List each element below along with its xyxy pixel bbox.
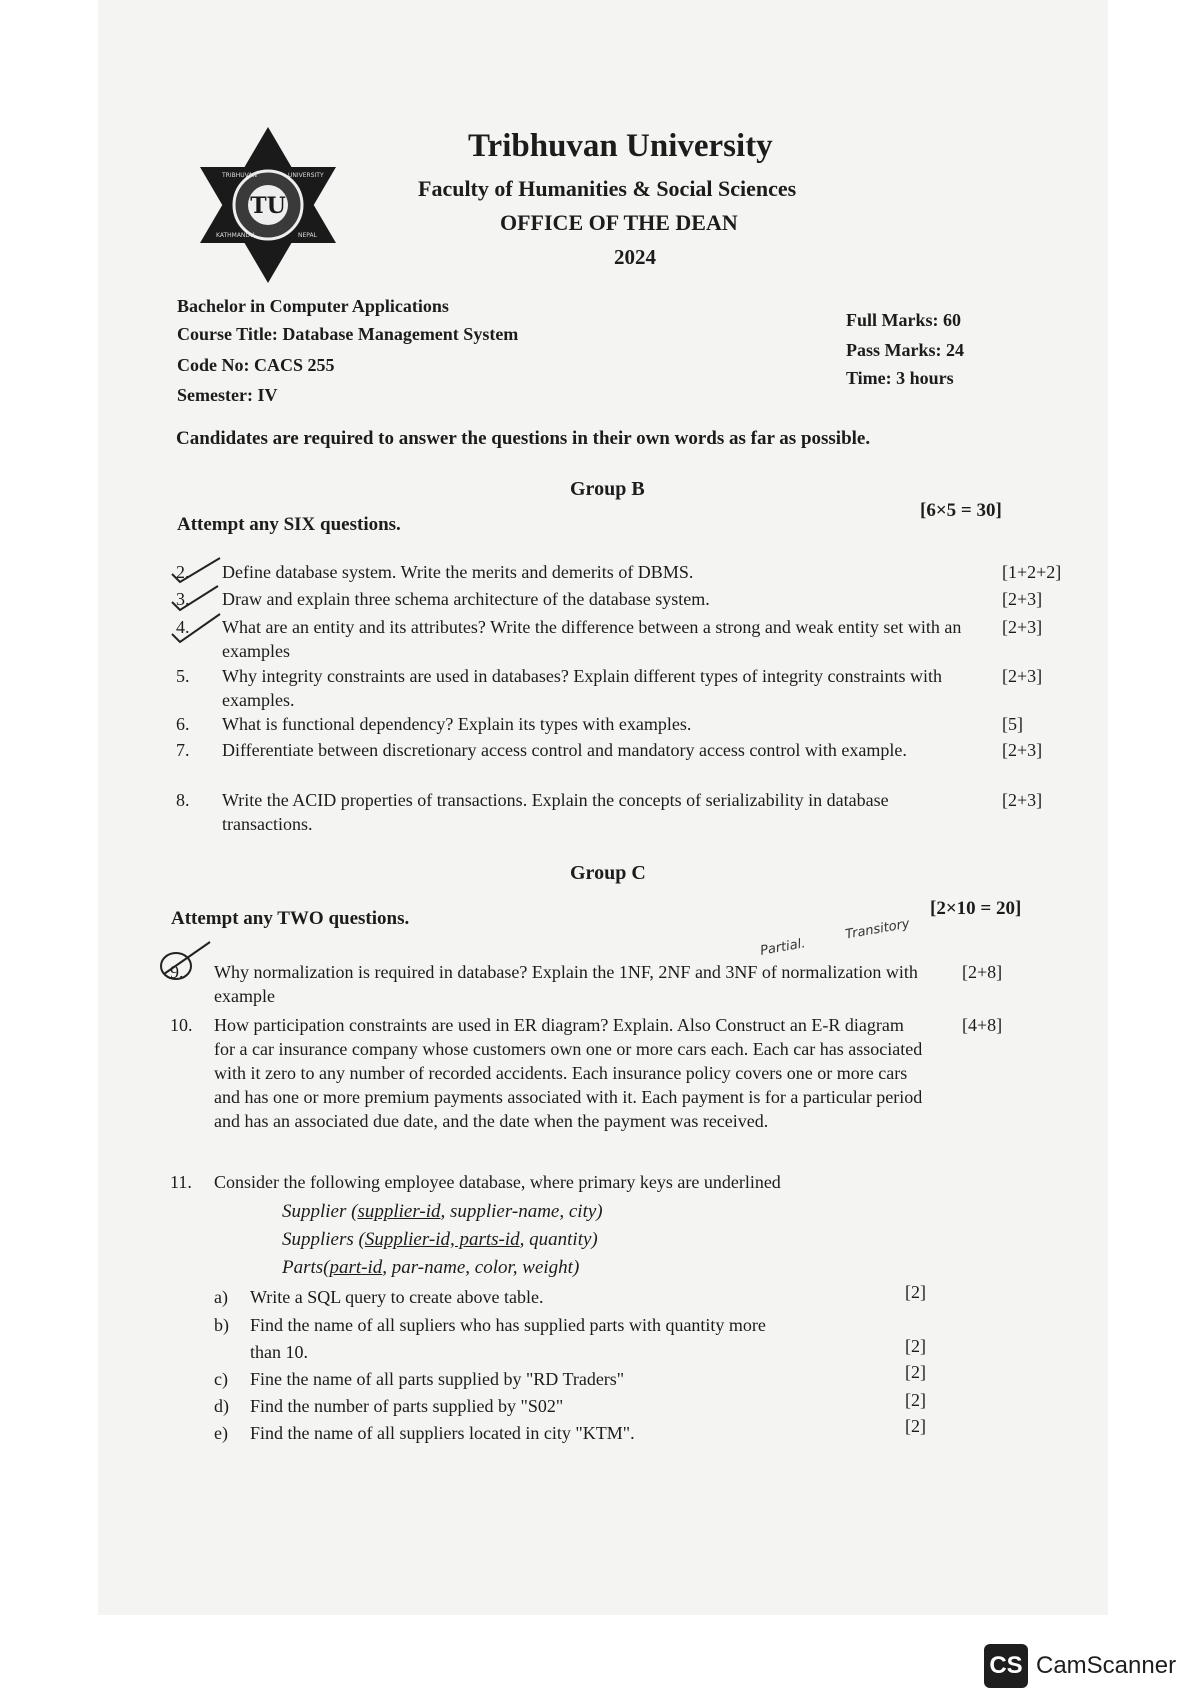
camscanner-watermark [984,1644,1176,1688]
group-c-attempt: Attempt any TWO questions. [171,908,410,929]
question-number: 2. [176,562,190,582]
schema-suppliers: Suppliers (Supplier-id, parts-id, quantity) [282,1229,598,1250]
subpart-b-text-cont: than 10. [250,1342,308,1362]
question-text: Consider the following employee database, where primary keys are underlined [214,1172,781,1192]
handwritten-tick-marks-icon [168,556,228,646]
subpart-c-marks: [2] [905,1362,926,1382]
question-marks: [5] [1002,714,1023,734]
subpart-d-label: d) [214,1396,229,1416]
handwritten-circle-icon [154,940,214,984]
question-number: 7. [176,740,190,760]
question-marks: [2+3] [1002,589,1043,609]
question-marks: [2+3] [1002,790,1043,810]
subpart-b-marks: [2] [905,1336,926,1356]
question-number: 6. [176,714,190,734]
program: Bachelor in Computer Applications [177,296,449,316]
subpart-d-marks: [2] [905,1390,926,1410]
group_b-question [176,664,1082,712]
subpart-b-text: Find the name of all supliers who has supplied parts with quantity more [250,1315,766,1335]
group_b-question [176,788,1082,836]
semester: Semester: IV [177,385,278,405]
question-marks: [1+2+2] [1002,562,1062,582]
question-text: Why integrity constraints are used in databases? Explain different types of integrity constraints with examples. [222,666,942,710]
question-marks: [2+3] [1002,740,1043,760]
camscanner-logo-icon: CS [984,1644,1028,1688]
subpart-a-text: Write a SQL query to create above table. [250,1287,544,1307]
university-name: Tribhuvan University [468,128,773,164]
subpart-c-label: c) [214,1369,228,1389]
question-text: Define database system. Write the merits and demerits of DBMS. [222,562,694,582]
question-number: 10. [170,1015,193,1035]
faculty-name: Faculty of Humanities & Social Sciences [418,176,797,201]
question-marks: [4+8] [962,1015,1003,1035]
question-text: Write the ACID properties of transactions. Explain the concepts of serializability in database transactions. [222,790,889,834]
group_b-question [176,560,1082,584]
group_c-question [170,960,1042,1008]
question-text: Draw and explain three schema architecture of the database system. [222,589,710,609]
group_c-question [170,1170,1042,1194]
question-text: Differentiate between discretionary access control and mandatory access control with example. [222,740,907,760]
group-c-heading: Group C [570,862,646,884]
handwritten-transitory: Transitory [844,916,911,943]
group_b-question [176,738,1082,786]
question-text: Why normalization is required in database? Explain the 1NF, 2NF and 3NF of normalization with example [214,962,918,1006]
question-marks: [2+3] [1002,666,1043,686]
instruction: Candidates are required to answer the questions in their own words as far as possible. [176,428,871,449]
course-code: Code No: CACS 255 [177,355,335,375]
logo-bottom-left: KATHMANDU [216,232,255,239]
handwritten-partial: Partial. [759,936,807,959]
logo-text-right: UNIVERSITY [288,172,324,179]
time-allowed: Time: 3 hours [846,368,954,388]
question-number: 4. [176,617,190,637]
question-number: 5. [176,666,190,686]
group-c-marks: [2×10 = 20] [930,898,1022,919]
question-number: 3. [176,589,190,609]
exam-year: 2024 [614,245,656,269]
subpart-c-text: Fine the name of all parts supplied by "RD Traders" [250,1369,625,1389]
group_b-question [176,712,1082,736]
subpart-d-text: Find the number of parts supplied by "S02" [250,1396,564,1416]
question-number: 9. [170,962,184,982]
subpart-e-label: e) [214,1423,228,1443]
svg-text:TU: TU [250,193,286,219]
logo-text-left: TRIBHUVAN [222,172,257,179]
question-number: 11. [170,1172,192,1192]
question-text: What is functional dependency? Explain its types with examples. [222,714,692,734]
question-marks: [2+3] [1002,617,1043,637]
schema-supplier: Supplier (supplier-id, supplier-name, city) [282,1201,603,1222]
subpart-e-text: Find the name of all suppliers located in city "KTM". [250,1423,635,1443]
question-number: 8. [176,790,190,810]
camscanner-text: CamScanner [1036,1652,1177,1679]
question-text: What are an entity and its attributes? Write the difference between a strong and weak entity set with an examples [222,617,962,661]
pass-marks: Pass Marks: 24 [846,340,964,360]
question-text: How participation constraints are used in ER diagram? Explain. Also Construct an E-R diagram for a car insurance company whose customers own one or more cars each. Each car has associated with it zero to any number of recorded accidents. Each insurance policy covers one or more cars and has one or more premium payments associated with it. Each payment is for a particular period and has an associated due date, and the date when the payment was received. [214,1015,923,1131]
group_b-question [176,587,1082,611]
schema-parts: Parts(part-id, par-name, color, weight) [282,1257,580,1278]
course-title: Course Title: Database Management System [177,324,519,344]
subpart-b-label: b) [214,1315,229,1335]
subpart-e-marks: [2] [905,1416,926,1436]
subpart-a-marks: [2] [905,1282,926,1302]
group-b-marks: [6×5 = 30] [920,500,1002,521]
group_c-question [170,1013,1042,1157]
logo-bottom-right: NEPAL [298,232,317,239]
office-name: OFFICE OF THE DEAN [500,210,738,235]
group-b-attempt: Attempt any SIX questions. [177,514,401,535]
university-logo [188,125,348,285]
group-b-heading: Group B [570,478,645,500]
subpart-a-label: a) [214,1287,228,1307]
question-marks: [2+8] [962,962,1003,982]
group_b-question [176,615,1082,663]
full-marks: Full Marks: 60 [846,310,961,330]
